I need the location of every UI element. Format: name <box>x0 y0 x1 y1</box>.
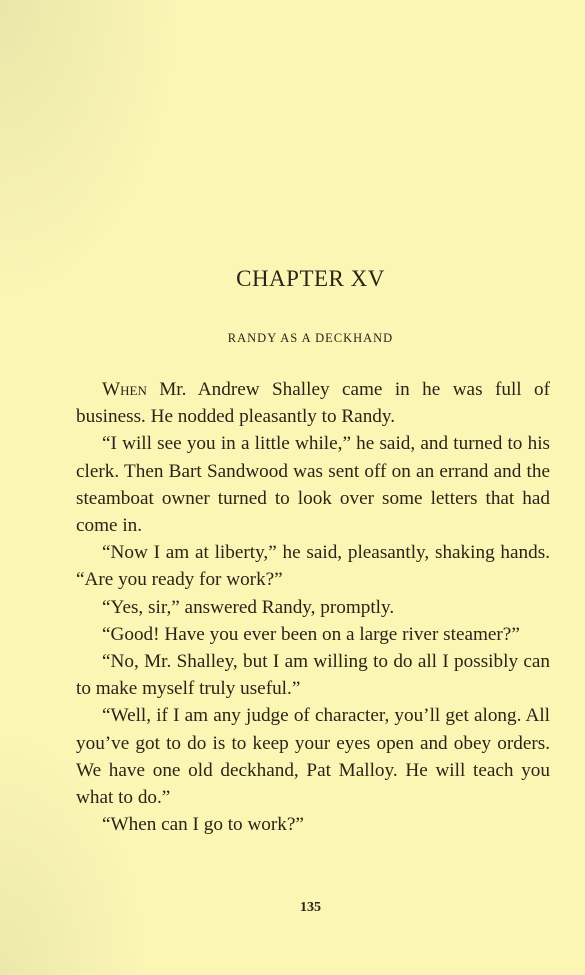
paragraph <box>76 430 550 539</box>
paragraph-text: “Well, if I am any judge of character, you’ll get along. All you’ve got to do is to keep your eyes open and obey orders. We have one old deckhand, Pat Malloy. He will teach you what to do.” <box>76 705 550 809</box>
chapter-title: CHAPTER XV <box>236 266 385 291</box>
paragraph <box>76 648 550 702</box>
paragraph <box>76 702 550 811</box>
paragraph-text: Mr. Andrew Shalley came in he was full of business. He nodded pleasantly to Randy. <box>76 379 550 428</box>
paragraph <box>76 811 550 838</box>
paragraph-text: “When can I go to work?” <box>102 814 304 836</box>
paragraph-text: “I will see you in a little while,” he said, and turned to his clerk. Then Bart Sandwood was sent off on an errand and the steamboat owner turned to look over some letters that had come in. <box>76 433 550 537</box>
paragraph <box>76 621 550 648</box>
paragraph-text: “Yes, sir,” answered Randy, promptly. <box>102 596 395 618</box>
paragraph-text: “Now I am at liberty,” he said, pleasantly, shaking hands. “Are you ready for work?” <box>76 542 550 591</box>
paragraph <box>76 594 550 621</box>
paragraph-text: “Good! Have you ever been on a large river steamer?” <box>102 623 520 645</box>
paragraph-lead: When <box>102 379 147 400</box>
page-number: 135 <box>300 900 321 915</box>
chapter-subtitle: RANDY AS A DECKHAND <box>227 331 394 345</box>
body-text <box>76 376 550 838</box>
paragraph-text: “No, Mr. Shalley, but I am willing to do all I possibly can to make myself truly useful.” <box>76 651 550 700</box>
paragraph <box>76 376 550 430</box>
paragraph <box>76 539 550 593</box>
